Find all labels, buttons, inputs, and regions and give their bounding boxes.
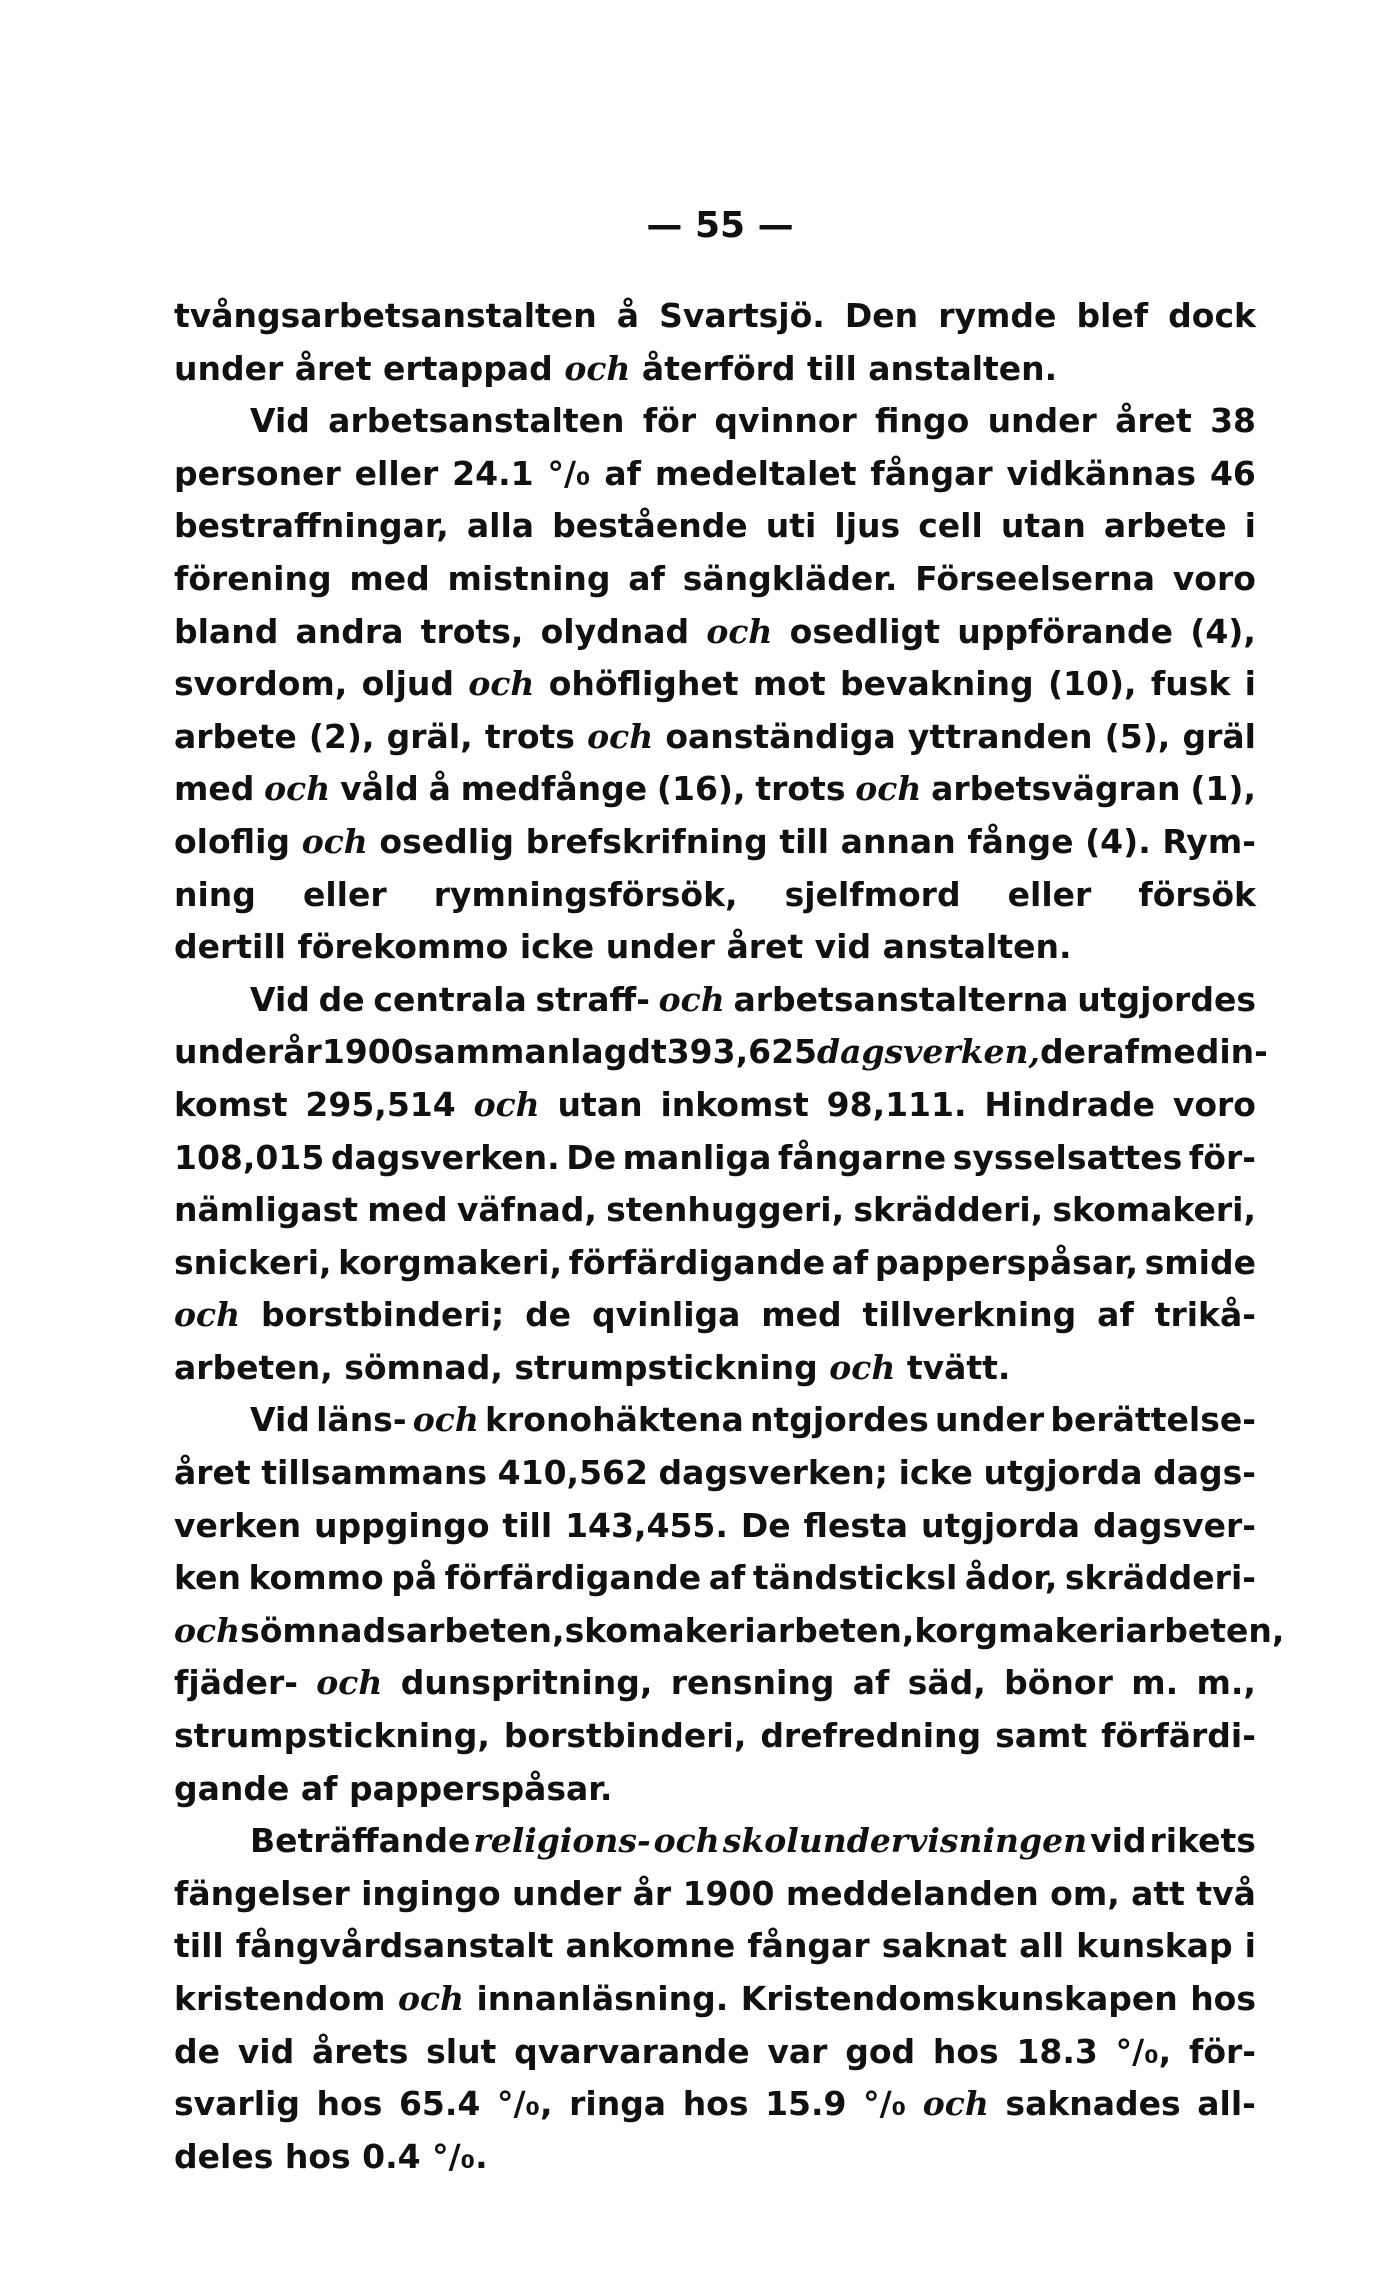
text-line: komst 295,514 och utan inkomst 98,111. Hindrade voro xyxy=(174,1084,1256,1124)
text-line: ken kommo på förfärdigande af tändsticksl ådor, skrädderi- xyxy=(174,1558,1256,1598)
text-line: svarlig hos 65.4 °/₀, ringa hos 15.9 °/₀ och saknades all- xyxy=(174,2084,1256,2124)
text-line: kristendom och innanläsning. Kristendomskunskapen hos xyxy=(174,1979,1256,2018)
text-line: bestraffningar, alla bestående uti ljus cell utan arbete i xyxy=(174,506,1256,546)
text-line: personer eller 24.1 °/₀ af medeltalet fångar vidkännas 46 xyxy=(174,453,1256,493)
text-line: gande af papperspåsar. xyxy=(174,1768,613,1808)
text-line: strumpstickning, borstbinderi, drefredning samt förfärdi- xyxy=(174,1716,1256,1756)
text-line: bland andra trots, olydnad och osedligt uppförande (4), xyxy=(174,611,1256,651)
paragraph-p3 xyxy=(174,974,1268,1395)
text-line: snickeri, korgmakeri, förfärdigande af papperspåsar, smide xyxy=(174,1242,1256,1282)
text-line: svordom, oljud och ohöflighet mot bevakning (10), fusk i xyxy=(174,664,1256,704)
text-line: ning eller rymningsförsök, sjelfmord eller försök xyxy=(174,874,1256,914)
paragraph-p1 xyxy=(174,290,1256,395)
body-text xyxy=(174,290,1285,2183)
page-number xyxy=(0,205,1400,246)
text-line: de vid årets slut qvarvarande var god hos 18.3 °/₀, för- xyxy=(174,2031,1256,2071)
page-number-text: — 55 — xyxy=(646,205,794,246)
text-line: under år 1900 sammanlagdt 393,625 dagsverken, deraf med in- xyxy=(174,1032,1268,1072)
text-line: 108,015 dagsverken. De manliga fångarne sysselsattes för- xyxy=(174,1137,1256,1177)
text-line: under året ertappad och återförd till anstalten. xyxy=(174,348,1058,388)
text-line: Beträffande religions- och skolundervisningen vid rikets xyxy=(250,1821,1256,1861)
paragraph-p5 xyxy=(174,1815,1256,2183)
text-line: Vid de centrala straff- och arbetsanstalterna utgjordes xyxy=(250,979,1256,1019)
text-line: förening med mistning af sängkläder. Förseelserna voro xyxy=(174,558,1256,598)
text-line: deles hos 0.4 °/₀. xyxy=(174,2136,488,2176)
text-line: arbeten, sömnad, strumpstickning och tvätt. xyxy=(174,1347,1011,1387)
text-line: med och våld å medfånge (16), trots och arbetsvägran (1), xyxy=(174,769,1256,809)
text-line: till fångvårdsanstalt ankomne fångar saknat all kunskap i xyxy=(174,1926,1256,1966)
text-line: och borstbinderi; de qvinliga med tillverkning af trikå- xyxy=(174,1295,1256,1335)
text-line: nämligast med väfnad, stenhuggeri, skrädderi, skomakeri, xyxy=(174,1190,1256,1230)
text-line: dertill förekommo icke under året vid anstalten. xyxy=(174,927,1072,967)
text-line: året tillsammans 410,562 dagsverken; icke utgjorda dags- xyxy=(174,1453,1256,1493)
text-line: arbete (2), gräl, trots och oanständiga yttranden (5), gräl xyxy=(174,716,1256,756)
text-line: Vid läns- och kronohäktena ntgjordes under berättelse- xyxy=(250,1400,1256,1440)
paragraph-p2 xyxy=(174,395,1256,974)
text-line: oloflig och osedlig brefskrifning till annan fånge (4). Rym- xyxy=(174,821,1256,861)
text-line: och sömnadsarbeten, skomakeriarbeten, korgmakeriarbeten, xyxy=(174,1610,1285,1650)
text-line: verken uppgingo till 143,455. De flesta utgjorda dagsver- xyxy=(174,1505,1256,1545)
text-line: fängelser ingingo under år 1900 meddelanden om, att två xyxy=(174,1873,1256,1913)
text-line: fjäder- och dunspritning, rensning af säd, bönor m. m., xyxy=(174,1663,1256,1703)
text-line: tvångsarbetsanstalten å Svartsjö. Den rymde blef dock xyxy=(174,296,1256,335)
paragraph-p4 xyxy=(174,1394,1285,1815)
text-line: Vid arbetsanstalten för qvinnor fingo under året 38 xyxy=(250,401,1256,441)
